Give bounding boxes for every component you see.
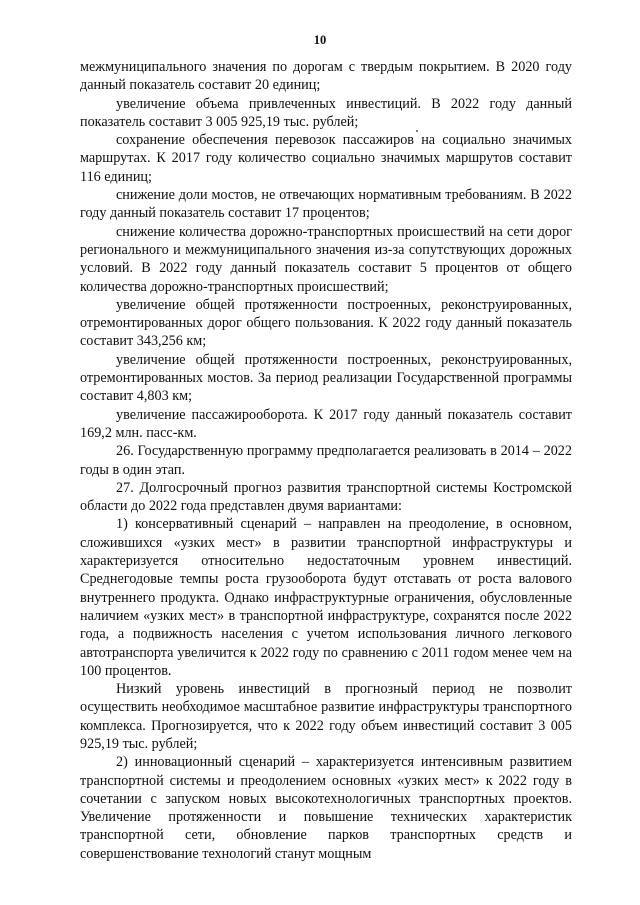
scan-speck — [416, 130, 418, 132]
paragraph-social-routes: сохранение обеспечения перевозок пассажиров на социально значимых маршрутах. К 2017 году количество социально значимых маршрутов составит 116 единиц; — [80, 132, 572, 185]
paragraph-item-26: 26. Государственную программу предполагается реализовать в 2014 – 2022 годы в один этап. — [80, 443, 572, 478]
page-number: 10 — [313, 33, 327, 47]
paragraph-investments: увеличение объема привлеченных инвестиций. В 2022 году данный показатель составит 3 005 925,19 тыс. рублей; — [80, 95, 572, 130]
paragraph-road-accidents: снижение количества дорожно-транспортных происшествий на сети дорог регионального и межмуниципального значения из-за сопутствующих дорожных условий. В 2022 году данный показатель составит 5 процентов от общего количества дорожно-транспортных происшествий; — [80, 223, 572, 295]
paragraph-innovative-scenario: 2) инновационный сценарий – характеризуется интенсивным развитием транспортной системы и преодолением основных «узких мест» к 2022 году в сочетании с запуском новых высокотехнологичных транспортных проектов. Увеличение протяженности и повышение технических характеристик транспортной сети, обновление парков транспортных средств и совершенствование технологий станут мощным — [80, 754, 572, 862]
paragraph-conservative-scenario: 1) консервативный сценарий – направлен на преодоление, в основном, сложившихся «узких мест» в развитии транспортной инфраструктуры и характеризуется относительно недостаточным уровнем инвестиций. Среднегодовые темпы роста грузооборота будут отставать от роста валового внутреннего продукта. Однако инфраструктурные ограничения, обусловленные наличием «узких мест» в транспортной инфраструктуре, сохранятся после 2022 года, а подвижность населения с учетом использования личного легкового автотранспорта увеличится к 2022 году по сравнению с 2011 годом менее чем на 100 процентов. — [80, 516, 572, 679]
paragraph-low-investment: Низкий уровень инвестиций в прогнозный период не позволит осуществить необходимое масштабное развитие инфраструктуры транспортного комплекса. Прогнозируется, что к 2022 году объем инвестиций составит 3 005 925,19 тыс. рублей; — [80, 681, 572, 752]
paragraph-roads-length: увеличение общей протяженности построенных, реконструированных, отремонтированных дорог общего пользования. К 2022 году данный показатель составит 343,256 км; — [80, 296, 572, 350]
paragraph-bridges-length: увеличение общей протяженности построенных, реконструированных, отремонтированных мостов. За период реализации Государственной программы составит 4,803 км; — [80, 351, 572, 405]
document-body — [80, 58, 572, 863]
paragraph-passenger-turnover: увеличение пассажирооборота. К 2017 году данный показатель составит 169,2 млн. пасс-км. — [80, 406, 572, 441]
paragraph-item-27: 27. Долгосрочный прогноз развития транспортной системы Костромской области до 2022 года представлен двумя вариантами: — [80, 479, 572, 515]
paragraph-bridges-share: снижение доли мостов, не отвечающих нормативным требованиям. В 2022 году данный показатель составит 17 процентов; — [80, 187, 572, 222]
paragraph-continuation: межмуниципального значения по дорогам с твердым покрытием. В 2020 году данный показатель составит 20 единиц; — [80, 59, 572, 94]
